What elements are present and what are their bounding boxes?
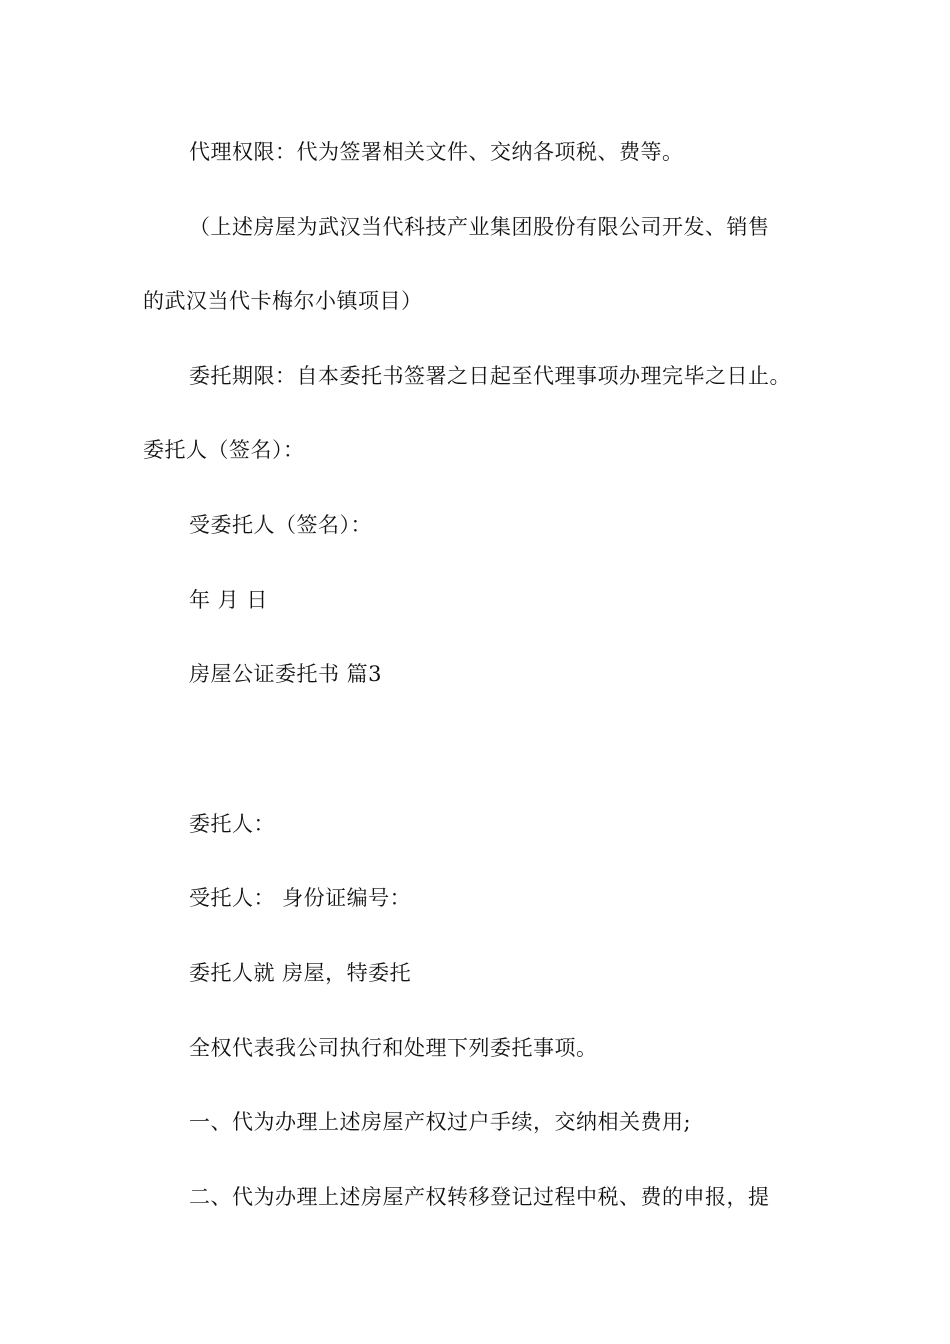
paragraph-full-authority: 全权代表我公司执行和处理下列委托事项。 [189, 1036, 598, 1060]
paragraph-property-note-part1: （上述房屋为武汉当代科技产业集团股份有限公司开发、销售 [189, 215, 770, 239]
paragraph-property-note-part2: 的武汉当代卡梅尔小镇项目） [143, 289, 423, 313]
agent-id-label: 受托人： 身份证编号： [189, 886, 412, 910]
list-item-1: 一、代为办理上述房屋产权过户手续，交纳相关费用; [189, 1110, 692, 1134]
paragraph-entrust-property: 委托人就 房屋，特委托 [189, 961, 412, 985]
paragraph-entrustment-period: 委托期限：自本委托书签署之日起至代理事项办理完毕之日止。 [189, 364, 791, 388]
principal-signature-label: 委托人（签名）： [143, 438, 305, 462]
date-line: 年 月 日 [189, 588, 268, 612]
principal-label: 委托人： [189, 812, 275, 836]
agent-signature-label: 受委托人（签名）： [189, 513, 372, 537]
paragraph-agency-authority: 代理权限：代为签署相关文件、交纳各项税、费等。 [189, 140, 684, 164]
list-item-2: 二、代为办理上述房屋产权转移登记过程中税、费的申报，提 [189, 1185, 770, 1209]
section-heading: 房屋公证委托书 篇3 [189, 662, 383, 686]
